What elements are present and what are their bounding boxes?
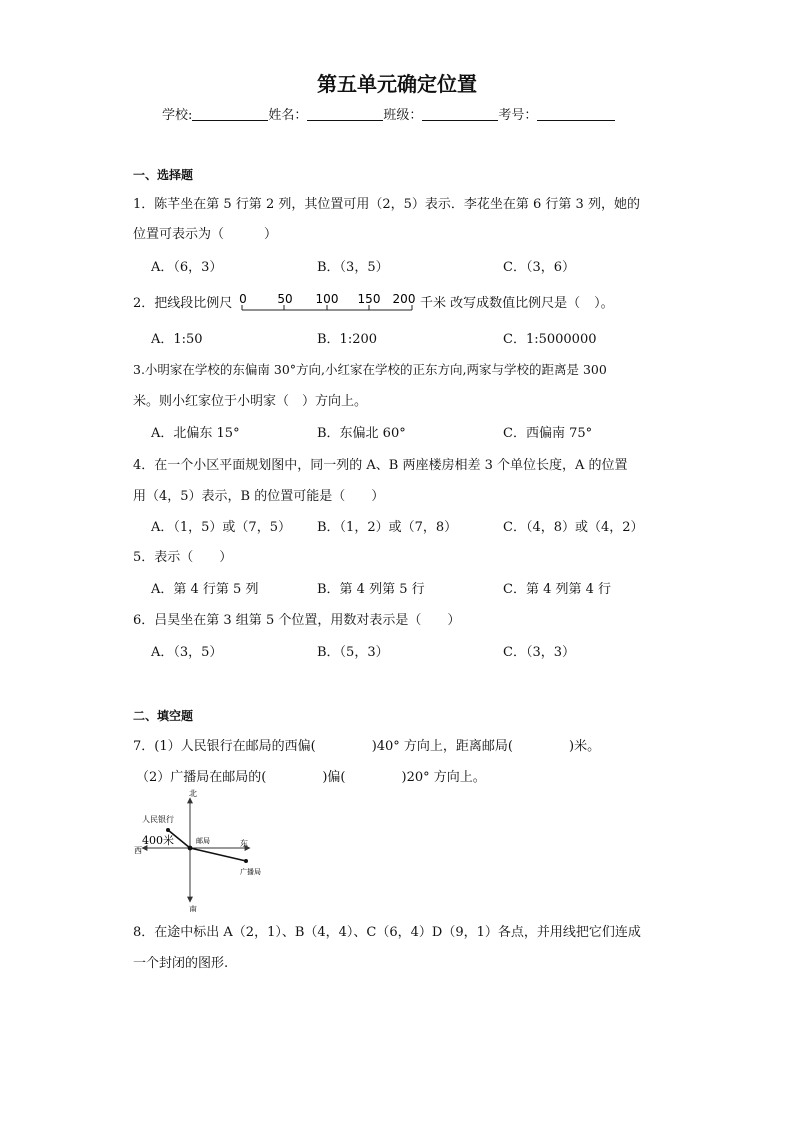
scale-label-150: 150 (357, 292, 381, 306)
q1-option-b: B．（3，5） (317, 260, 389, 275)
q4-line2: 用（4，5）表示，B 的位置可能是（ ） (133, 489, 385, 504)
class-label: 班级： (383, 108, 423, 123)
scale-label-200: 200 (392, 292, 416, 306)
q5-option-b: B．第 4 列第 5 行 (317, 582, 425, 597)
q6-option-c: C．（3，3） (503, 645, 575, 660)
scale-label-0: 0 (239, 292, 247, 306)
q4-option-c: C．（4，8）或（4，2） (503, 520, 644, 535)
name-blank (307, 108, 383, 121)
north-label: 北 (189, 789, 197, 798)
section-heading-fill: 二、填空题 (133, 709, 194, 723)
q2-option-a: A．1:50 (151, 332, 203, 347)
q4-option-a: A．（1，5）或（7，5） (151, 520, 291, 535)
bank-label: 人民银行 (142, 815, 174, 824)
q1-option-a: A．（6，3） (151, 260, 223, 275)
q4-option-b: B．（1，2）或（7，8） (317, 520, 458, 535)
q3-line1: 3.小明家在学校的东偏南 30°方向,小红家在学校的正东方向,两家与学校的距离是 300 (133, 362, 607, 377)
school-label: 学校: (162, 108, 193, 123)
east-label: 东 (240, 839, 248, 848)
broadcast-point (244, 859, 248, 863)
school-blank (192, 108, 268, 121)
q5-option-c: C．第 4 列第 4 行 (503, 582, 612, 597)
q2-post: 千米 改写成数值比例尺是（ ）。 (420, 296, 614, 311)
section-heading-choice: 一、选择题 (133, 168, 194, 182)
q8-line2: 一个封闭的图形. (133, 956, 229, 971)
scale-unit: 千米 (420, 296, 447, 311)
q6-option-b: B．（5，3） (317, 645, 389, 660)
q1-option-c: C．（3，6） (503, 260, 575, 275)
post-office-label: 邮局 (196, 837, 210, 845)
west-label: 西 (134, 846, 142, 855)
name-label: 姓名： (268, 108, 308, 123)
broadcast-label: 广播局 (240, 868, 261, 876)
distance-label: 400米 (142, 834, 174, 847)
q6-line1: 6．吕昊坐在第 3 组第 5 个位置，用数对表示是（ ） (133, 613, 461, 628)
q7-part1: 7．(1）人民银行在邮局的西偏( )40° 方向上，距离邮局( )米。 (133, 739, 601, 754)
q2-option-c: C．1:5000000 (503, 332, 597, 347)
page-title: 第五单元确定位置 (317, 72, 477, 96)
q3-option-c: C．西偏南 75° (503, 426, 593, 441)
q6-option-a: A．（3，5） (151, 645, 223, 660)
q3-line2: 米。则小红家位于小明家（ ）方向上。 (133, 394, 368, 409)
exam-no-blank (537, 108, 615, 121)
south-label: 南 (189, 905, 197, 912)
q1-line2: 位置可表示为（ ） (133, 227, 278, 242)
bank-point (166, 828, 170, 832)
q7-part2: （2）广播局在邮局的( )偏( )20° 方向上。 (136, 770, 486, 785)
q5-option-a: A．第 4 行第 5 列 (151, 582, 259, 597)
q3-option-a: A．北偏东 15° (151, 426, 240, 441)
q4-line1: 4．在一个小区平面规划图中，同一列的 A、B 两座楼房相差 3 个单位长度，A 的位置 (133, 458, 628, 473)
route-to-broadcast (190, 848, 246, 861)
scale-label-100: 100 (315, 292, 339, 306)
student-info-line (162, 104, 615, 123)
post-office-point (188, 846, 193, 851)
q2-option-b: B．1:200 (317, 332, 378, 347)
class-blank (422, 108, 498, 121)
exam-no-label: 考号： (498, 108, 538, 123)
q1-line1: 1．陈芊坐在第 5 行第 2 列，其位置可用（2，5）表示．李花坐在第 6 行第 3 列，她的 (133, 197, 640, 212)
q3-option-b: B．东偏北 60° (317, 426, 406, 441)
q5-line1: 5．表示（ ） (133, 550, 233, 565)
direction-map (132, 786, 282, 912)
q2-pre: 2．把线段比例尺 (133, 296, 233, 311)
scale-bar (236, 290, 420, 314)
q8-line1: 8．在途中标出 A（2，1）、B（4，4）、C（6，4）D（9，1）各点，并用线把它们连成 (133, 925, 641, 940)
scale-label-50: 50 (277, 292, 293, 306)
